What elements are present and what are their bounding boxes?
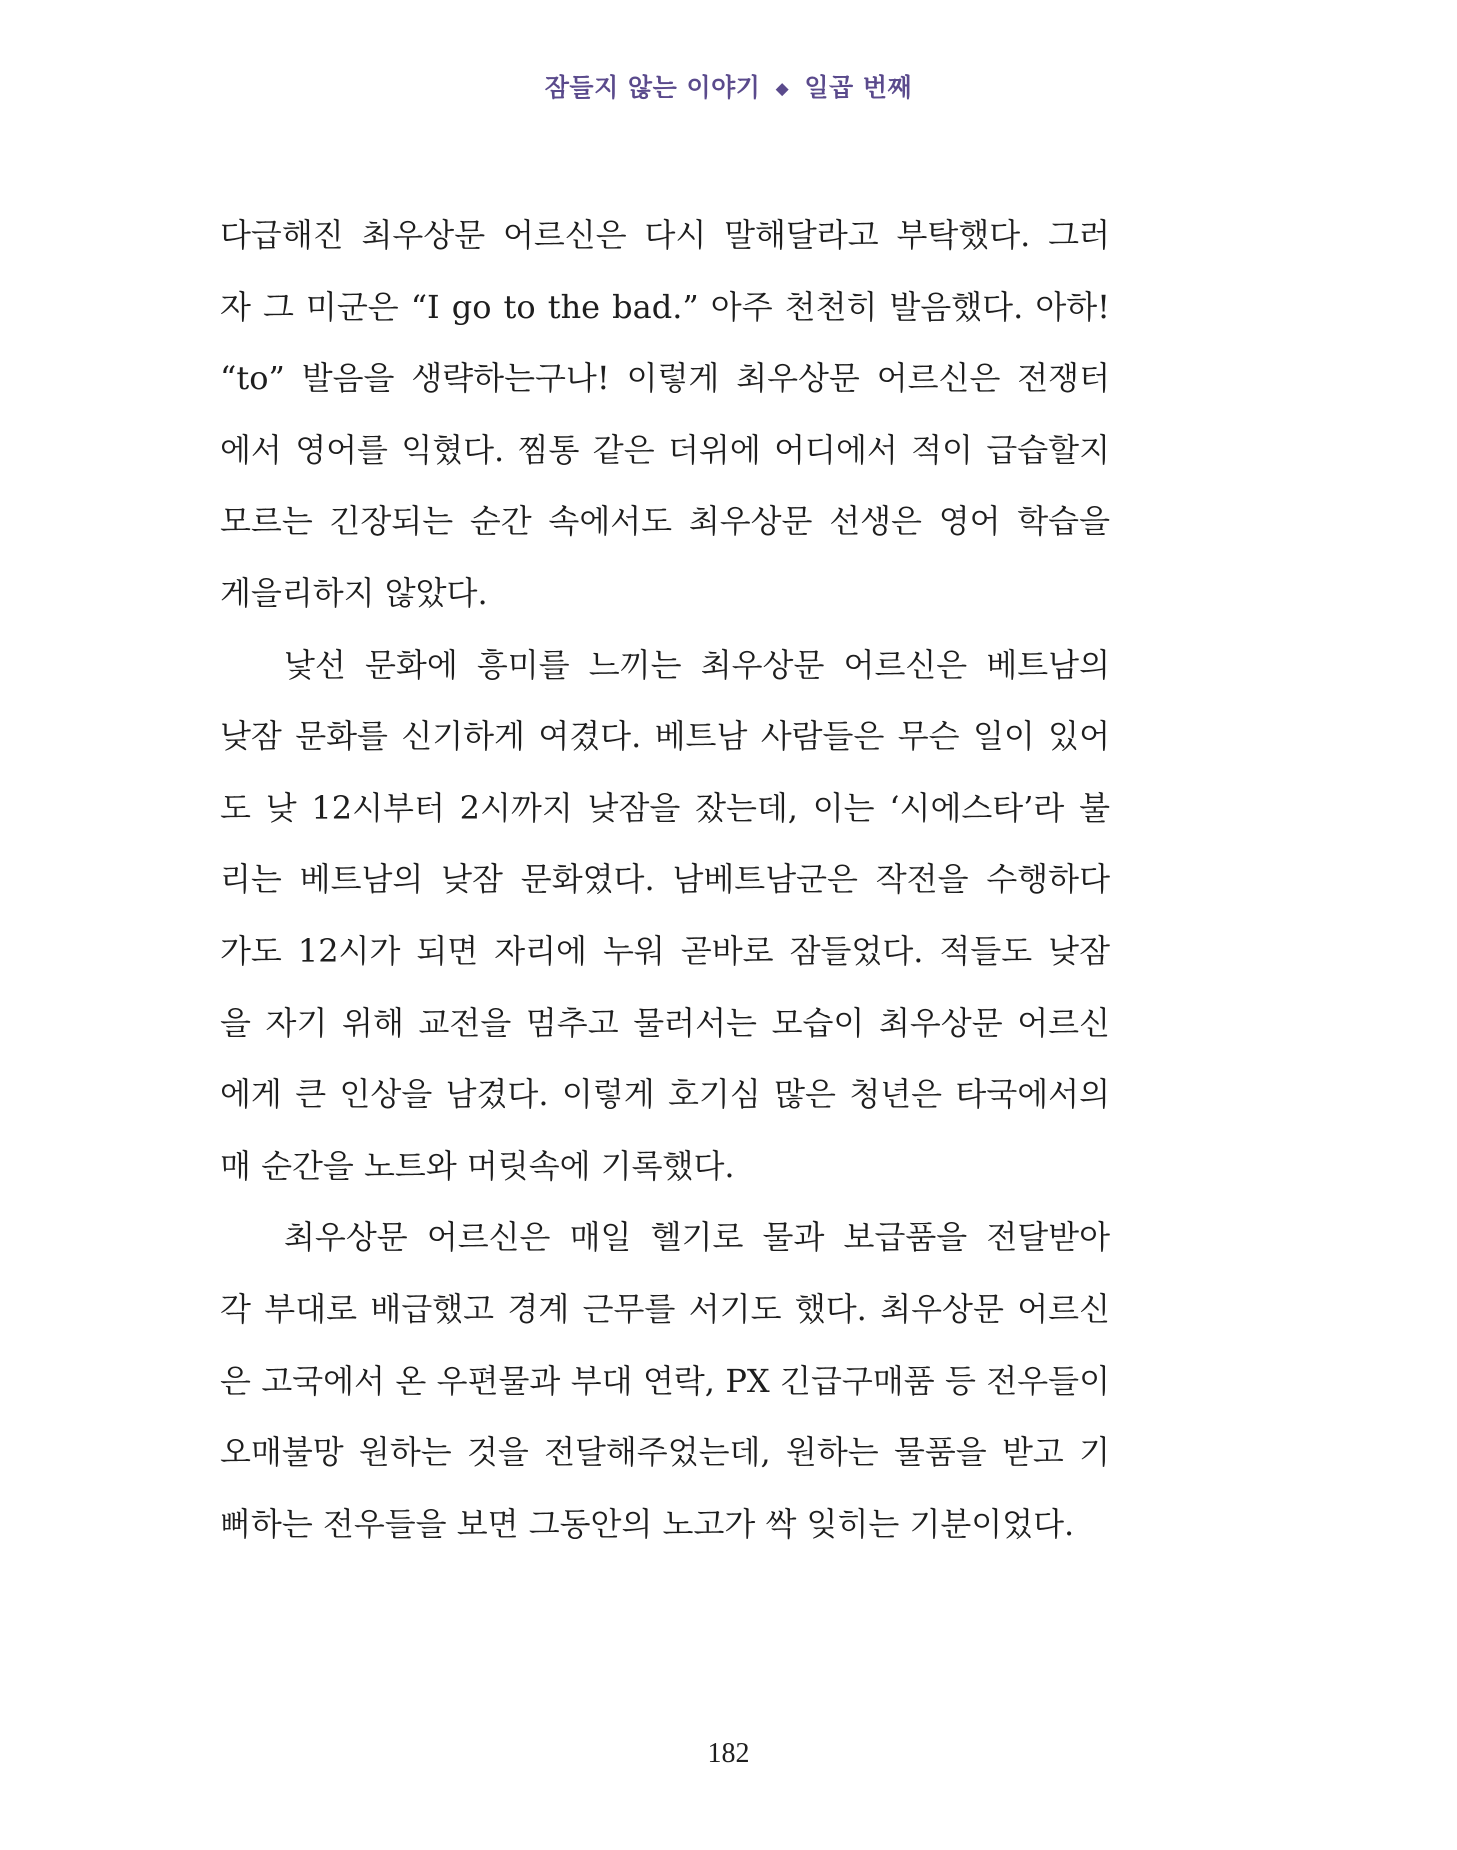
text-line: 에서 영어를 익혔다. 찜통 같은 더위에 어디에서 적이 급습할지 (220, 430, 1110, 469)
text-line: 리는 베트남의 낮잠 문화였다. 남베트남군은 작전을 수행하다 (220, 860, 1110, 899)
text-line: “to” 발음을 생략하는구나! 이렇게 최우상문 어르신은 전쟁터 (220, 359, 1110, 398)
text-line: 게을리하지 않았다. (220, 573, 488, 612)
text-line: 다급해진 최우상문 어르신은 다시 말해달라고 부탁했다. 그러 (220, 216, 1110, 254)
text-line: 각 부대로 배급했고 경계 근무를 서기도 했다. 최우상문 어르신 (220, 1289, 1110, 1328)
running-header (0, 68, 1457, 104)
book-title: 잠들지 않는 이야기 (544, 73, 761, 102)
paragraph-3 (220, 1202, 1110, 1560)
text-line: 가도 12시가 되면 자리에 누워 곧바로 잠들었다. 적들도 낮잠 (220, 931, 1110, 970)
text-line: 오매불망 원하는 것을 전달해주었는데, 원하는 물품을 받고 기 (220, 1433, 1110, 1472)
page-number: 182 (707, 1738, 750, 1769)
text-line: 은 고국에서 온 우편물과 부대 연락, PX 긴급구매품 등 전우들이 (220, 1361, 1110, 1400)
text-line: 도 낮 12시부터 2시까지 낮잠을 잤는데, 이는 ‘시에스타’라 불 (220, 788, 1110, 827)
text-line: 뻐하는 전우들을 보면 그동안의 노고가 싹 잊히는 기분이었다. (220, 1504, 1075, 1543)
text-line: 에게 큰 인상을 남겼다. 이렇게 호기심 많은 청년은 타국에서의 (220, 1075, 1110, 1114)
body-text (220, 200, 1110, 1560)
text-line: 모르는 긴장되는 순간 속에서도 최우상문 선생은 영어 학습을 (220, 502, 1110, 541)
diamond-separator-icon: ◆ (775, 79, 790, 99)
paragraph-2 (220, 630, 1110, 1203)
text-line: 낮잠 문화를 신기하게 여겼다. 베트남 사람들은 무슨 일이 있어 (220, 717, 1110, 756)
paragraph-1 (220, 200, 1110, 630)
text-line: 매 순간을 노트와 머릿속에 기록했다. (220, 1146, 735, 1185)
text-line: 낯선 문화에 흥미를 느끼는 최우상문 어르신은 베트남의 (284, 645, 1110, 684)
text-line: 자 그 미군은 “I go to the bad.” 아주 천천히 발음했다. 아하! (220, 287, 1110, 326)
text-line: 을 자기 위해 교전을 멈추고 물러서는 모습이 최우상문 어르신 (220, 1003, 1110, 1042)
chapter-title: 일곱 번째 (804, 73, 913, 102)
text-line: 최우상문 어르신은 매일 헬기로 물과 보급품을 전달받아 (284, 1218, 1110, 1257)
